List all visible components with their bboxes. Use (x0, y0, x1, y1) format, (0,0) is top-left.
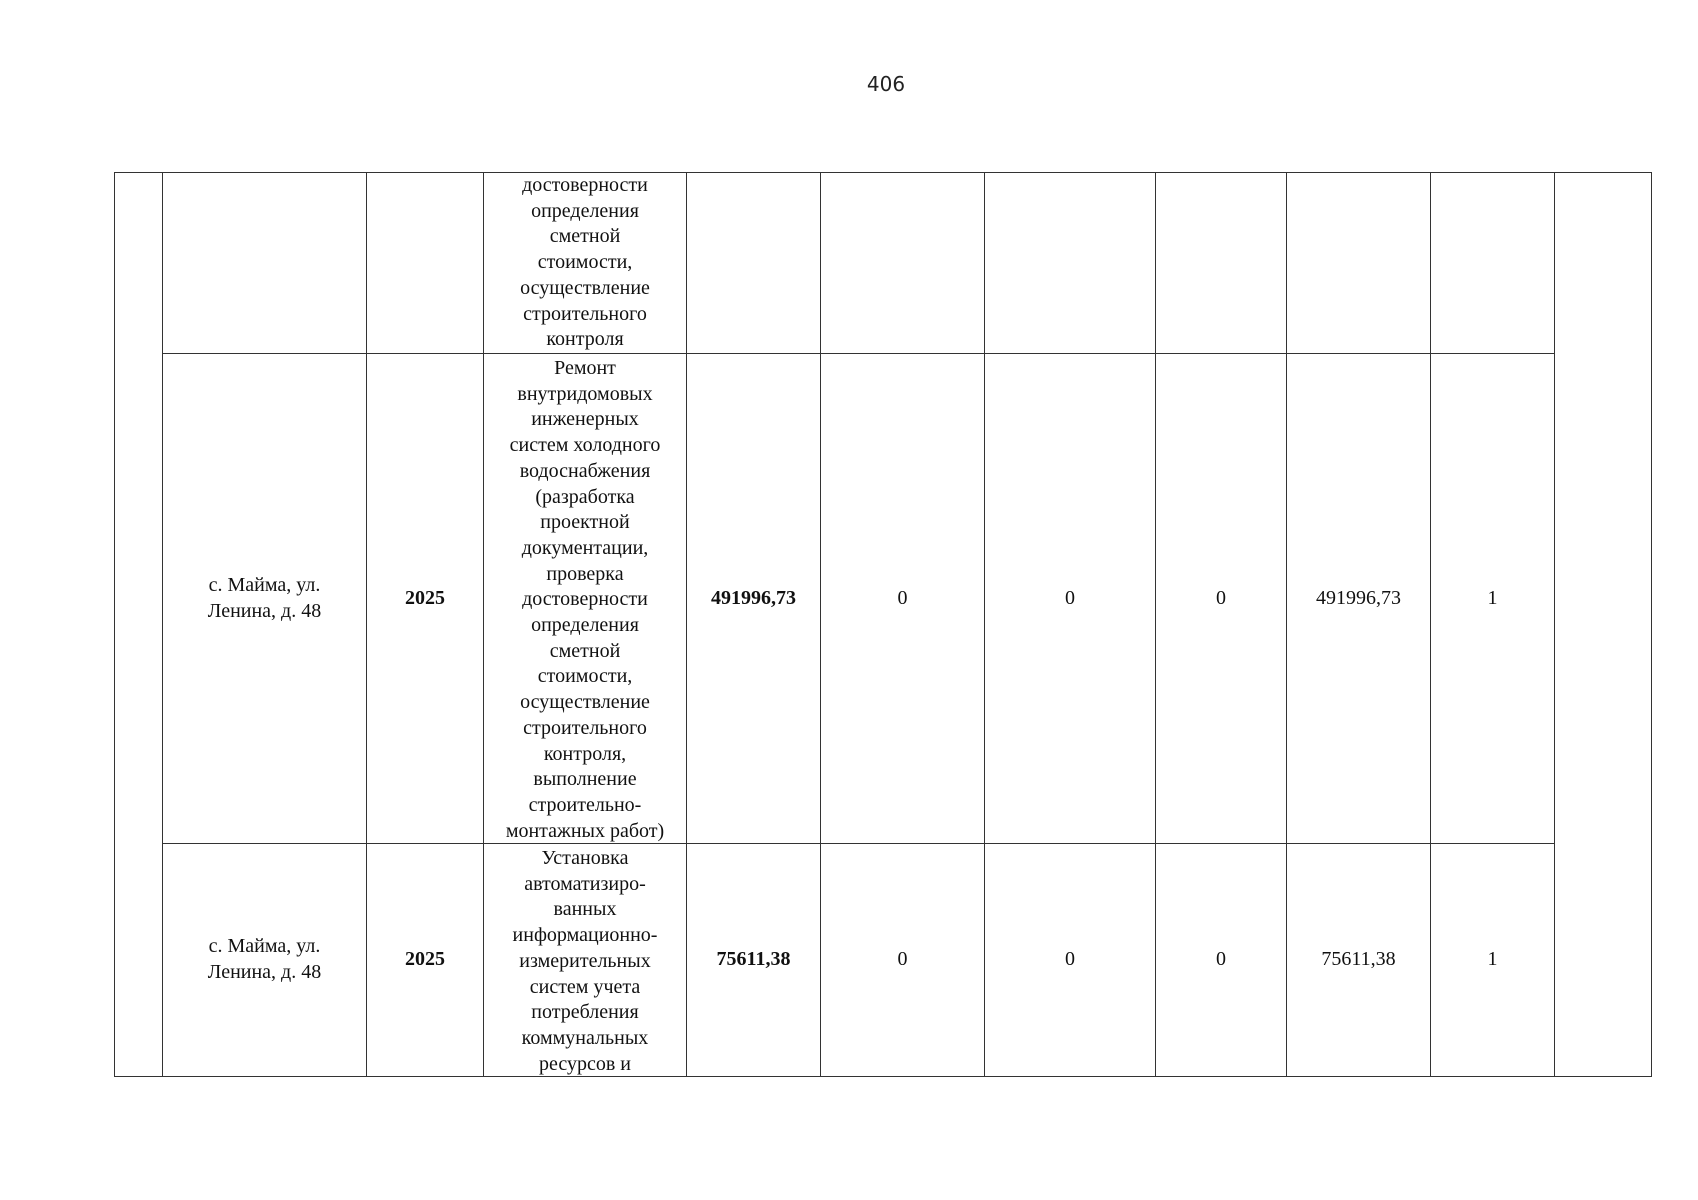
value-cell (1287, 173, 1431, 354)
page-number: 406 (866, 72, 906, 96)
data-table (114, 172, 1652, 1077)
value-cell: 0 (1156, 354, 1287, 844)
description-cell (484, 173, 687, 354)
value-cell: 1 (1431, 844, 1555, 1077)
last-cell (1555, 173, 1652, 1077)
description-cell (484, 354, 687, 844)
value-cell (1431, 173, 1555, 354)
value-cell: 75611,38 (1287, 844, 1431, 1077)
year-cell: 2025 (367, 354, 484, 844)
work-description: Ремонт внутридомовых инженерных систем холодного водоснабжения (разработка проектной документации, проверка достоверности определения сметной стоимости, осуществление строительного контроля, выполнение строительно- монтажных работ) (505, 357, 665, 842)
value-cell: 0 (985, 844, 1156, 1077)
address-cell: с. Майма, ул. Ленина, д. 48 (163, 354, 367, 844)
number-cell (115, 173, 163, 1077)
total-cost-cell (687, 173, 821, 354)
value-cell: 1 (1431, 354, 1555, 844)
total-cost-cell: 75611,38 (687, 844, 821, 1077)
value-cell (985, 173, 1156, 354)
year-cell: 2025 (367, 844, 484, 1077)
work-description: достоверности определения сметной стоимости, осуществление строительного контроля (520, 174, 650, 351)
year-cell (367, 173, 484, 354)
value-cell: 0 (985, 354, 1156, 844)
address-cell: с. Майма, ул. Ленина, д. 48 (163, 844, 367, 1077)
value-cell (1156, 173, 1287, 354)
value-cell: 491996,73 (1287, 354, 1431, 844)
description-cell (484, 844, 687, 1077)
total-cost-cell: 491996,73 (687, 354, 821, 844)
value-cell: 0 (821, 844, 985, 1077)
value-cell (821, 173, 985, 354)
value-cell: 0 (821, 354, 985, 844)
table-row (115, 354, 1652, 844)
address-cell (163, 173, 367, 354)
table-row (115, 844, 1652, 1077)
table-row (115, 173, 1652, 354)
value-cell: 0 (1156, 844, 1287, 1077)
work-description: Установка автоматизиро- ванных информационно- измерительных систем учета потребления коммунальных ресурсов и (512, 847, 658, 1075)
